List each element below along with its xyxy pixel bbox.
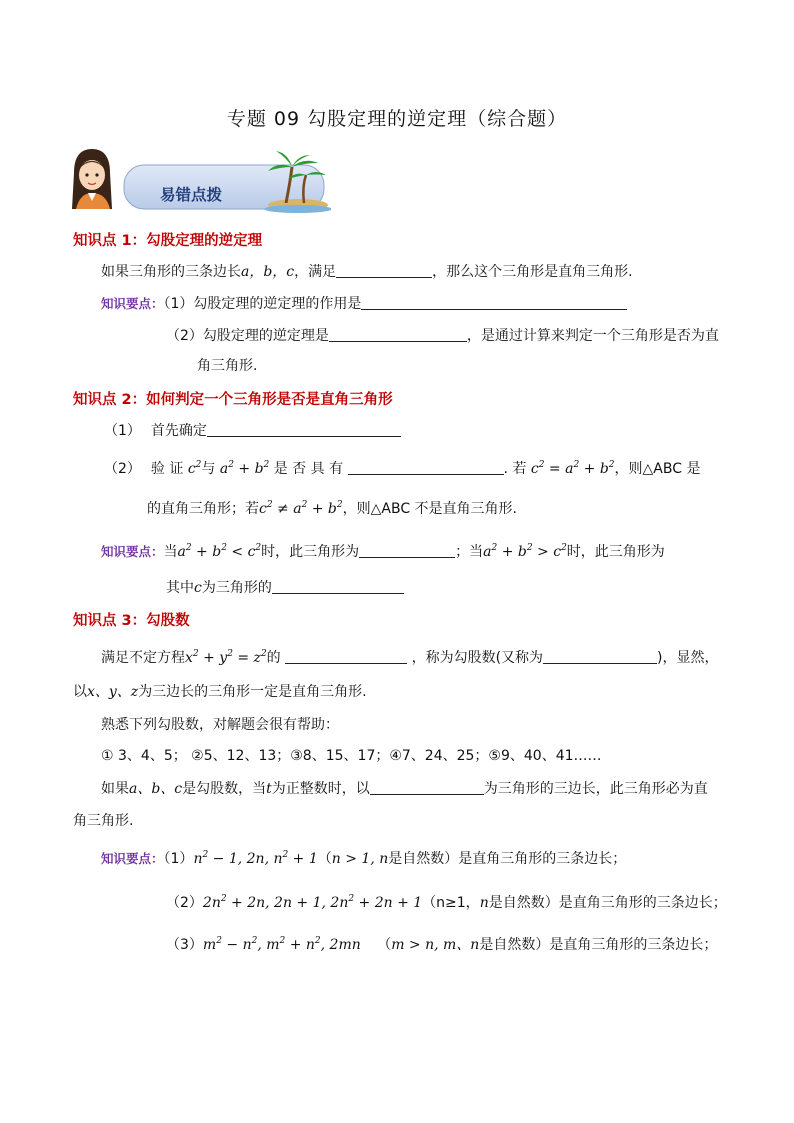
math-expr: m > n, m、n [391,937,480,953]
text: 是自然数）是直角三角形的三条边长； [388,851,627,867]
math-expr: $a^2 + b^2 > c^2$ [483,543,567,560]
math-vars: a，b，c [241,264,295,280]
key-point-label: 知识要点： [101,296,164,311]
section-1-key-point-2-cont: 角三角形. [197,358,258,374]
math-expr: $c^2 = a^2 + b^2$ [530,460,615,477]
text: 为正整数时，以 [271,781,370,797]
text: 如果 [101,781,129,797]
text: ，满足 [294,264,337,280]
fill-blank[interactable] [207,422,401,437]
text: （ [377,937,392,953]
text: （n≥1， [422,895,480,911]
math-expr: $x^2 + y^2 = z^2$ [185,649,267,666]
math-expr: $n^2 - 1$, 2n, $n^2 + 1$ [193,850,318,867]
math-vars: a、b、c [129,781,183,797]
math-expr: $c^2 \ne a^2 + b^2$ [259,500,343,517]
section-1-paragraph [101,262,633,282]
section-3-heading: 知识点 3：勾股数 [73,613,190,629]
text: 的 [266,650,281,666]
fill-blank[interactable] [285,649,407,664]
section-3-paragraph-3-cont: 角三角形. [73,813,134,829]
page-title: 专题 09 勾股定理的逆定理（综合题） [226,108,568,130]
text: 是自然数）是直角三角形的三条边长； [479,937,718,953]
section-2-item-2 [104,459,700,479]
fill-blank[interactable] [359,543,455,558]
item-number: （2） [104,461,141,477]
text: ；当 [455,544,484,560]
key-point-label: 知识要点： [101,544,164,559]
section-3-paragraph-2: 熟悉下列勾股数，对解题会很有帮助： [101,717,339,733]
section-3-key-point-2 [166,893,727,913]
section-2-heading: 知识点 2：如何判定一个三角形是否是直角三角形 [73,392,393,408]
text: ，则△ABC 不是直角三角形. [342,501,518,517]
banner-label: 易错点拨 [160,185,223,204]
text: 其中 [166,580,194,596]
text: 与 [201,461,216,477]
text: 时，此三角形为 [261,544,360,560]
math-expr: $c^2$ [187,460,202,477]
text: . 若 [503,461,527,477]
fill-blank[interactable] [370,780,484,795]
math-vars: x、y、z [87,684,139,700]
section-2-item-2-cont [147,499,517,519]
section-2-key-point-cont [166,578,404,598]
text: 是勾股数，当 [182,781,267,797]
section-3-paragraph-3 [101,779,708,799]
section-3-pythagorean-list: ① 3、4、5； ②5、12、13；③8、15、17；④7、24、25；⑤9、40、41…… [101,748,602,764]
math-var: t [266,781,272,797]
text: ，是通过计算来判定一个三角形是否为直 [466,328,719,344]
fill-blank[interactable] [329,327,467,342]
item-number: （1） [104,423,141,439]
text: 满足不定方程 [101,650,185,666]
math-expr: $a^2 + b^2 < c^2$ [177,543,262,560]
section-3-key-point-3 [166,935,717,955]
text: ，则△ABC 是 [614,461,701,477]
section-1-key-point-1 [101,294,627,314]
text: 是自然数）是直角三角形的三条边长； [488,895,727,911]
text: 以 [73,684,87,700]
text: 时，此三角形为 [566,544,665,560]
text: （2） [166,895,203,911]
text: （1） [163,851,194,867]
text: )，显然， [657,650,719,666]
fill-blank[interactable] [361,295,627,310]
text: 首先确定 [150,423,207,439]
section-3-paragraph-1 [101,648,719,668]
key-point-label: 知识要点： [101,851,164,866]
math-expr: $a^2 + b^2$ [219,460,270,477]
text: 为三角形的三边长，此三角形必为直 [483,781,708,797]
section-3-paragraph-1-cont [73,682,367,702]
text: 验 证 [150,461,184,477]
section-3-key-point-1 [101,849,626,869]
math-var: c [194,580,202,596]
math-expr: $m^2 - n^2$, $m^2 + n^2$, 2mn [202,936,361,953]
text: 为三边长的三角形一定是直角三角形. [138,684,367,700]
text: ，那么这个三角形是直角三角形. [432,264,633,280]
fill-blank[interactable] [336,263,432,278]
text: 为三角形的 [201,580,272,596]
text: （2）勾股定理的逆定理是 [166,328,329,344]
text: （ [317,851,332,867]
text: 的直角三角形；若 [147,501,259,517]
math-expr: $2n^2 + 2n$, 2n + 1, $2n^2 + 2n + 1$ [202,894,423,911]
section-1-key-point-2 [166,326,719,346]
text: （1）勾股定理的逆定理的作用是 [163,296,362,312]
math-var: n [479,895,489,911]
text: 是 否 具 有 [273,461,344,477]
text: ，称为勾股数(又称为 [411,650,544,666]
fill-blank[interactable] [543,649,657,664]
math-expr: n > 1, n [331,851,389,867]
text: 如果三角形的三条边长 [101,264,241,280]
section-1-heading: 知识点 1：勾股定理的逆定理 [73,233,263,249]
text: （3） [166,937,203,953]
section-2-key-point [101,542,665,562]
section-2-item-1 [104,421,401,441]
fill-blank[interactable] [348,460,504,475]
text: 当 [163,544,178,560]
fill-blank[interactable] [272,579,404,594]
